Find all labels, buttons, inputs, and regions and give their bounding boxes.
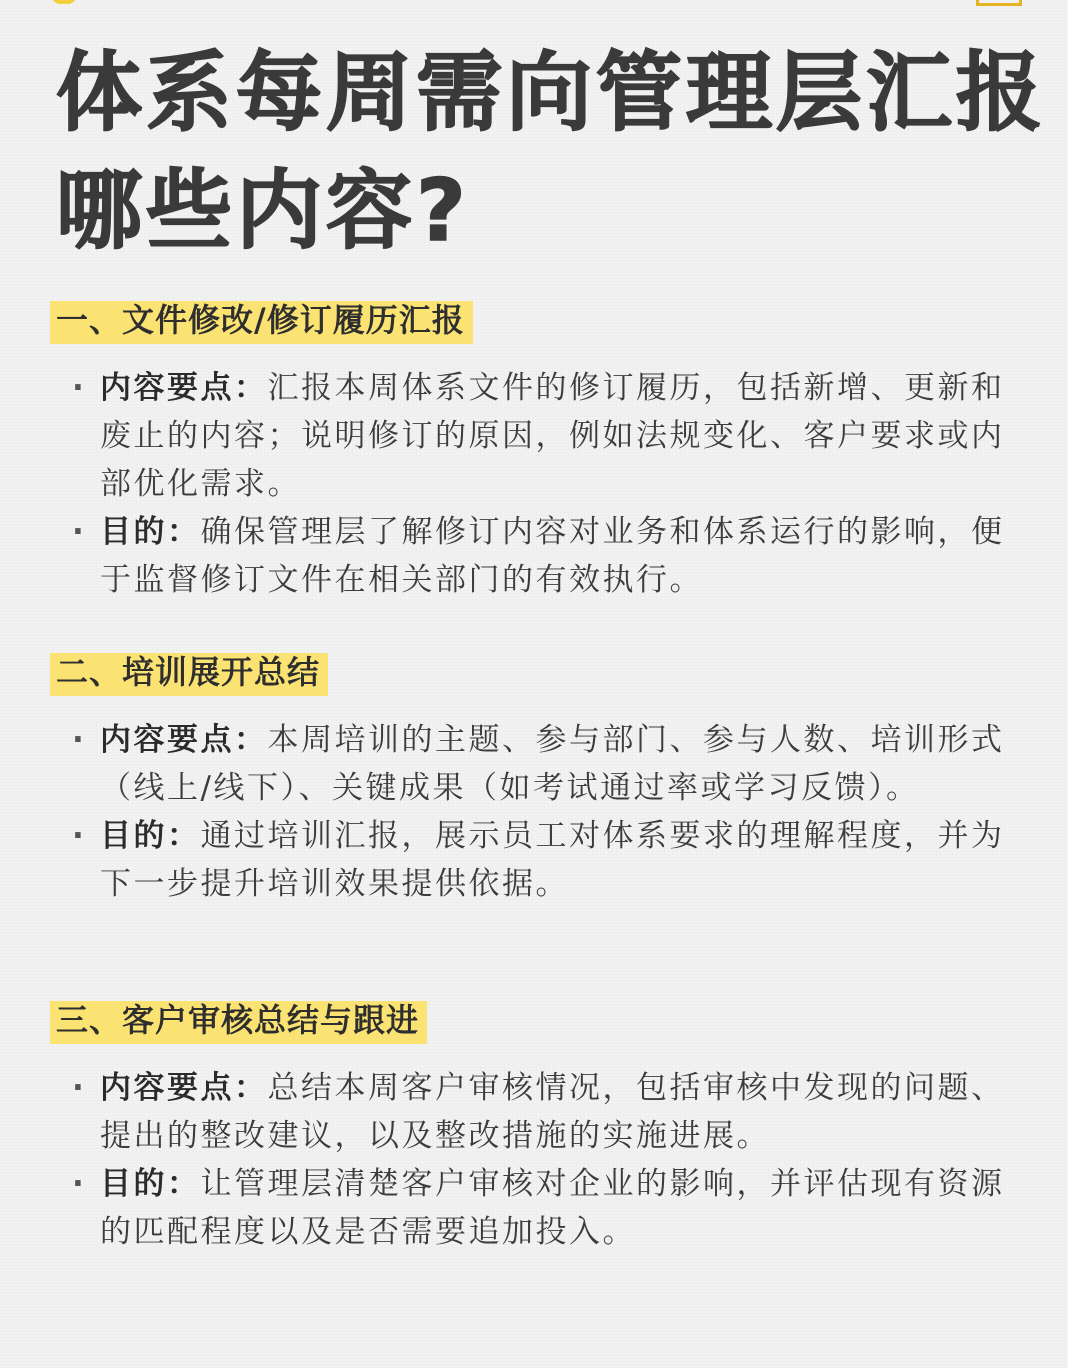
item-label: 内容要点： xyxy=(100,1070,268,1106)
page-title xyxy=(56,34,1046,270)
bullet: · xyxy=(72,514,87,550)
section-heading: 三、客户审核总结与跟进 xyxy=(50,996,427,1044)
section-customer-audit xyxy=(0,996,1068,1256)
section-training-summary xyxy=(0,648,1068,908)
item-label: 内容要点： xyxy=(100,722,268,758)
bullet: · xyxy=(72,722,87,758)
bullet: · xyxy=(72,1166,87,1202)
list-item xyxy=(72,716,1005,812)
item-list xyxy=(0,716,1068,908)
section-heading: 二、培训展开总结 xyxy=(50,648,328,696)
list-item xyxy=(72,1160,1005,1256)
item-text: 汇报本周体系文件的修订履历，包括新增、更新和废止的内容；说明修订的原因，例如法规变化、客户要求或内部优化需求。 xyxy=(100,370,1005,502)
item-label: 目的： xyxy=(100,818,201,854)
item-list xyxy=(0,1064,1068,1256)
item-text: 总结本周客户审核情况，包括审核中发现的问题、提出的整改建议，以及整改措施的实施进展。 xyxy=(100,1070,1005,1154)
item-text: 确保管理层了解修订内容对业务和体系运行的影响，便于监督修订文件在相关部门的有效执行。 xyxy=(100,514,1005,598)
page-title-line-2: 哪些内容? xyxy=(56,161,470,261)
section-document-revision xyxy=(0,296,1068,604)
item-label: 目的： xyxy=(100,1166,201,1202)
section-heading: 一、文件修改/修订履历汇报 xyxy=(50,296,473,344)
bullet: · xyxy=(72,818,87,854)
item-text: 本周培训的主题、参与部门、参与人数、培训形式（线上/线下）、关键成果（如考试通过率或学习反馈）。 xyxy=(100,722,1005,806)
item-text: 让管理层清楚客户审核对企业的影响，并评估现有资源的匹配程度以及是否需要追加投入。 xyxy=(100,1166,1005,1250)
list-item xyxy=(72,364,1005,508)
item-list xyxy=(0,364,1068,604)
bullet: · xyxy=(72,370,87,406)
page-title-line-1: 体系每周需向管理层汇报 xyxy=(56,43,1046,143)
item-text: 通过培训汇报，展示员工对体系要求的理解程度，并为下一步提升培训效果提供依据。 xyxy=(100,818,1005,902)
item-label: 目的： xyxy=(100,514,201,550)
corner-decoration-right xyxy=(976,0,1022,6)
bullet: · xyxy=(72,1070,87,1106)
list-item xyxy=(72,508,1005,604)
list-item xyxy=(72,1064,1005,1160)
list-item xyxy=(72,812,1005,908)
item-label: 内容要点： xyxy=(100,370,268,406)
corner-decoration-left xyxy=(52,0,76,4)
